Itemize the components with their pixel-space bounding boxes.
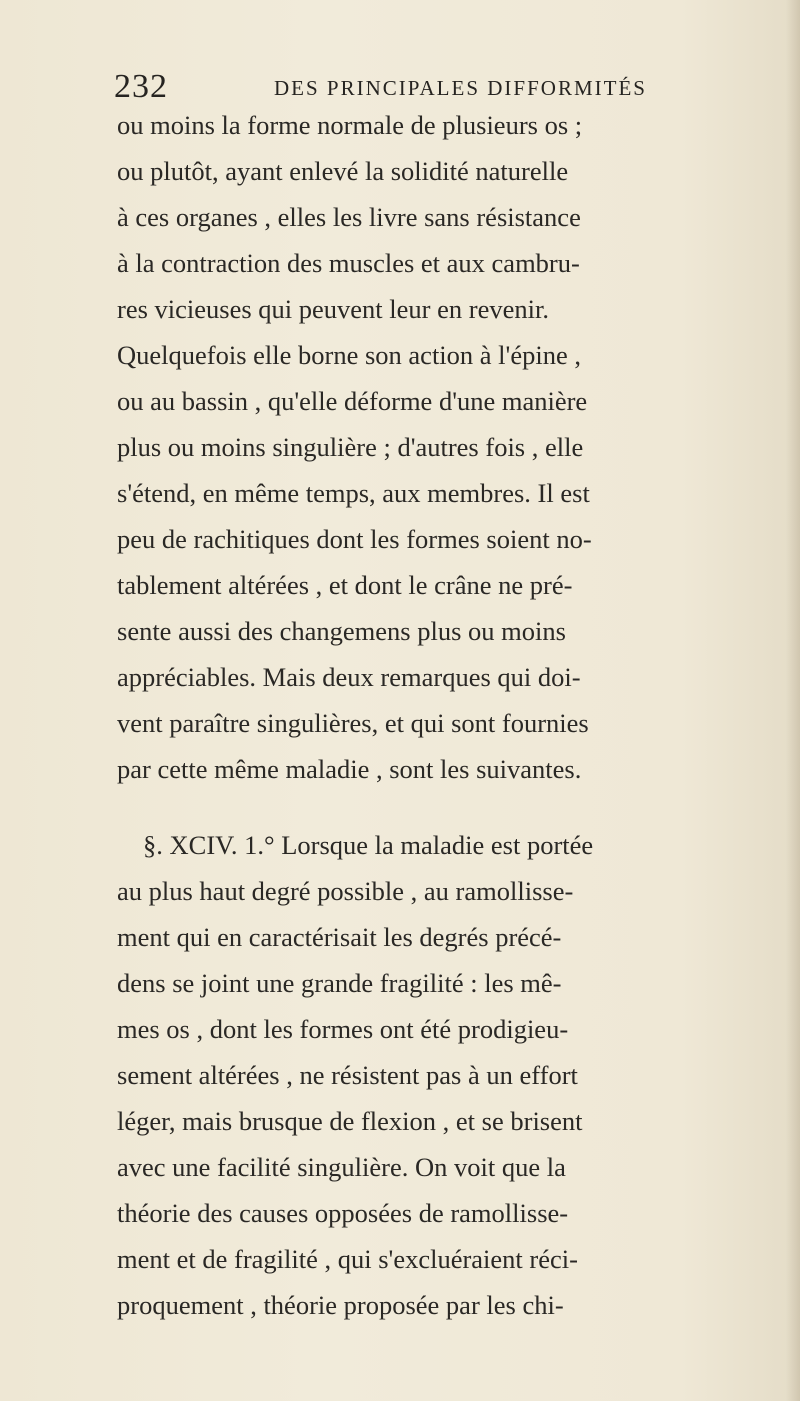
text-line: plus ou moins singulière ; d'autres fois , elle — [117, 432, 584, 462]
text-line: proquement , théorie proposée par les chi- — [117, 1290, 564, 1320]
text-line: appréciables. Mais deux remarques qui doi- — [117, 662, 581, 692]
text-line: au plus haut degré possible , au ramollisse- — [117, 876, 574, 906]
page-number: 232 — [114, 68, 168, 105]
text-line: sement altérées , ne résistent pas à un effort — [117, 1060, 578, 1090]
text-line: avec une facilité singulière. On voit que la — [117, 1152, 566, 1182]
text-line: s'étend, en même temps, aux membres. Il est — [117, 478, 590, 508]
running-title: DES PRINCIPALES DIFFORMITÉS — [274, 76, 647, 100]
text-line: ou au bassin , qu'elle déforme d'une manière — [117, 386, 588, 416]
text-line: peu de rachitiques dont les formes soient no- — [117, 524, 592, 554]
text-line: théorie des causes opposées de ramollisse- — [117, 1198, 569, 1228]
text-line: à ces organes , elles les livre sans résistance — [117, 202, 581, 232]
text-line: Quelquefois elle borne son action à l'épine , — [117, 340, 581, 370]
text-line: dens se joint une grande fragilité : les mê- — [117, 968, 562, 998]
text-line: à la contraction des muscles et aux cambru- — [117, 248, 580, 278]
text-line: par cette même maladie , sont les suivantes. — [117, 754, 582, 784]
text-line: mes os , dont les formes ont été prodigieu- — [117, 1014, 569, 1044]
text-line: léger, mais brusque de flexion , et se brisent — [117, 1106, 583, 1136]
text-line: ou moins la forme normale de plusieurs os ; — [117, 110, 583, 140]
page-edge-shadow — [786, 0, 800, 1401]
text-line: ment et de fragilité , qui s'excluéraient réci- — [117, 1244, 578, 1274]
text-line: sente aussi des changemens plus ou moins — [117, 616, 566, 646]
section-heading-line: §. XCIV. 1.° Lorsque la maladie est portée — [143, 830, 594, 860]
text-line: res vicieuses qui peuvent leur en revenir. — [117, 294, 549, 324]
text-line: vent paraître singulières, et qui sont fournies — [117, 708, 589, 738]
text-line: tablement altérées , et dont le crâne ne pré- — [117, 570, 573, 600]
text-line: ou plutôt, ayant enlevé la solidité naturelle — [117, 156, 569, 186]
text-line: ment qui en caractérisait les degrés précé- — [117, 922, 562, 952]
